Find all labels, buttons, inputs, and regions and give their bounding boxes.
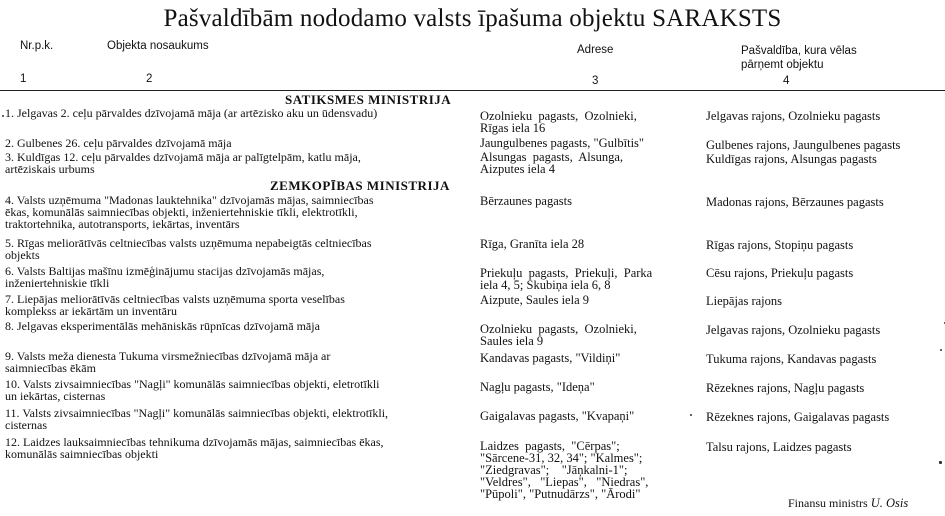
row-7-municipality: Liepājas rajons (706, 294, 783, 308)
page-title: Pašvaldībām nododamo valsts īpašuma objektu SARAKSTS (163, 5, 782, 32)
row-3-municipality: Kuldīgas rajons, Alsungas pagasts (706, 152, 877, 166)
row-5-address: Rīga, Granīta iela 28 (480, 237, 585, 251)
header-nr: Nr.p.k. (20, 40, 54, 52)
row-6-name: 6. Valsts Baltijas mašīnu izmēģinājumu stacijas dzīvojamās mājas, inženiertehniskie tīkli (5, 264, 325, 290)
row-2-address: Jaungulbenes pagasts, "Gulbītis" (480, 136, 645, 150)
row-3-name: 3. Kuldīgas 12. ceļu pārvaldes dzīvojamā māja ar palīgtelpām, katlu māja, artēziskais urbums (5, 150, 361, 176)
signature-name: U. Osis (870, 496, 909, 510)
row-1-address: Ozolnieku pagasts, Ozolnieki, Rīgas iela 16 (480, 109, 637, 135)
row-11-municipality: Rēzeknes rajons, Gaigalavas pagasts (706, 410, 890, 424)
row-4-name: 4. Valsts uzņēmuma "Madonas lauktehnika" dzīvojamās mājas, saimniecības ēkas, komunālās saimniecības objekti, inženiertehniskie tīkli, elektrotīkli, traktortehnika, autotransports, iekārtas, inventārs (5, 193, 374, 231)
row-8-municipality: Jelgavas rajons, Ozolnieku pagasts (706, 323, 881, 337)
scan-speck (940, 349, 942, 351)
col-number-2: 2 (146, 73, 153, 85)
row-7-address: Aizpute, Saules iela 9 (480, 293, 589, 307)
row-8-address: Ozolnieku pagasts, Ozolnieki, Saules iela 9 (480, 322, 637, 348)
header-rule (0, 90, 945, 91)
signature-label: Finansu ministrs (788, 496, 868, 510)
col-number-4: 4 (783, 75, 790, 87)
row-4-address: Bērzaunes pagasts (480, 194, 572, 208)
row-9-name: 9. Valsts meža dienesta Tukuma virsmežniecības dzīvojamā māja ar saimniecības ēkām (5, 349, 331, 375)
row-3-address: Alsungas pagasts, Alsunga, Aizputes iela 4 (480, 150, 624, 176)
row-1-name: 1. Jelgavas 2. ceļu pārvaldes dzīvojamā māja (ar artēzisko aku un ūdensvadu) (5, 106, 378, 120)
row-8-name: 8. Jelgavas eksperimentālās mehāniskās rūpnīcas dzīvojamā māja (5, 319, 320, 333)
row-12-address: Laidzes pagasts, "Cērpas"; "Sārcene-31, 32, 34"; "Kalmes"; "Ziedgravas"; "Jāņkalni-1"; "Veldres", "Liepas", "Niedras", "Pūpoli", "Putnudārzs", "Ārodi" (480, 439, 649, 501)
header-address: Adrese (577, 44, 614, 56)
section-satiksmes: SATIKSMES MINISTRIJA (285, 92, 452, 107)
row-11-name: 11. Valsts zivsaimniecības "Nagļi" komunālās saimniecības objekti, elektrotīkli, cisternas (5, 406, 389, 432)
row-5-name: 5. Rīgas meliorātīvās celtniecības valsts uzņēmuma nepabeigtās celtniecības objekts (5, 236, 372, 262)
scan-speck (690, 414, 692, 416)
col-number-3: 3 (592, 75, 599, 87)
row-10-municipality: Rēzeknes rajons, Nagļu pagasts (706, 381, 865, 395)
scan-speck (939, 461, 942, 464)
row-1-municipality: Jelgavas rajons, Ozolnieku pagasts (706, 109, 881, 123)
scan-speck (2, 115, 4, 117)
row-2-name: 2. Gulbenes 26. ceļu pārvaldes dzīvojamā māja (5, 136, 232, 150)
section-zemkopibas: ZEMKOPĪBAS MINISTRIJA (270, 178, 450, 193)
row-9-address: Kandavas pagasts, "Vildiņi" (480, 351, 621, 365)
header-name: Objekta nosaukums (107, 40, 209, 52)
row-10-name: 10. Valsts zivsaimniecības "Nagļi" komunālās saimniecības objekti, eletrotīkli un iekārtas, cisternas (5, 377, 380, 403)
row-2-municipality: Gulbenes rajons, Jaungulbenes pagasts (706, 138, 901, 152)
row-4-municipality: Madonas rajons, Bērzaunes pagasts (706, 195, 884, 209)
signature (788, 496, 908, 511)
row-6-address: Priekuļu pagasts, Priekuļi, Parka iela 4, 5; Skubiņa iela 6, 8 (480, 266, 653, 292)
row-12-municipality: Talsu rajons, Laidzes pagasts (706, 440, 852, 454)
col-number-1: 1 (20, 73, 27, 85)
row-7-name: 7. Liepājas meliorātīvās celtniecības valsts uzņēmuma sporta veselības komplekss ar iekārtām un inventāru (5, 292, 345, 318)
header-municipality: Pašvaldība, kura vēlas pārņemt objektu (741, 45, 857, 71)
row-5-municipality: Rīgas rajons, Stopiņu pagasts (706, 238, 854, 252)
row-9-municipality: Tukuma rajons, Kandavas pagasts (706, 352, 877, 366)
row-6-municipality: Cēsu rajons, Priekuļu pagasts (706, 266, 854, 280)
row-12-name: 12. Laidzes lauksaimniecības tehnikuma dzīvojamās mājas, saimniecības ēkas, komunālās saimniecības objekti (5, 435, 384, 461)
row-11-address: Gaigalavas pagasts, "Kvapaņi" (480, 409, 635, 423)
row-10-address: Nagļu pagasts, "Ideņa" (480, 380, 595, 394)
